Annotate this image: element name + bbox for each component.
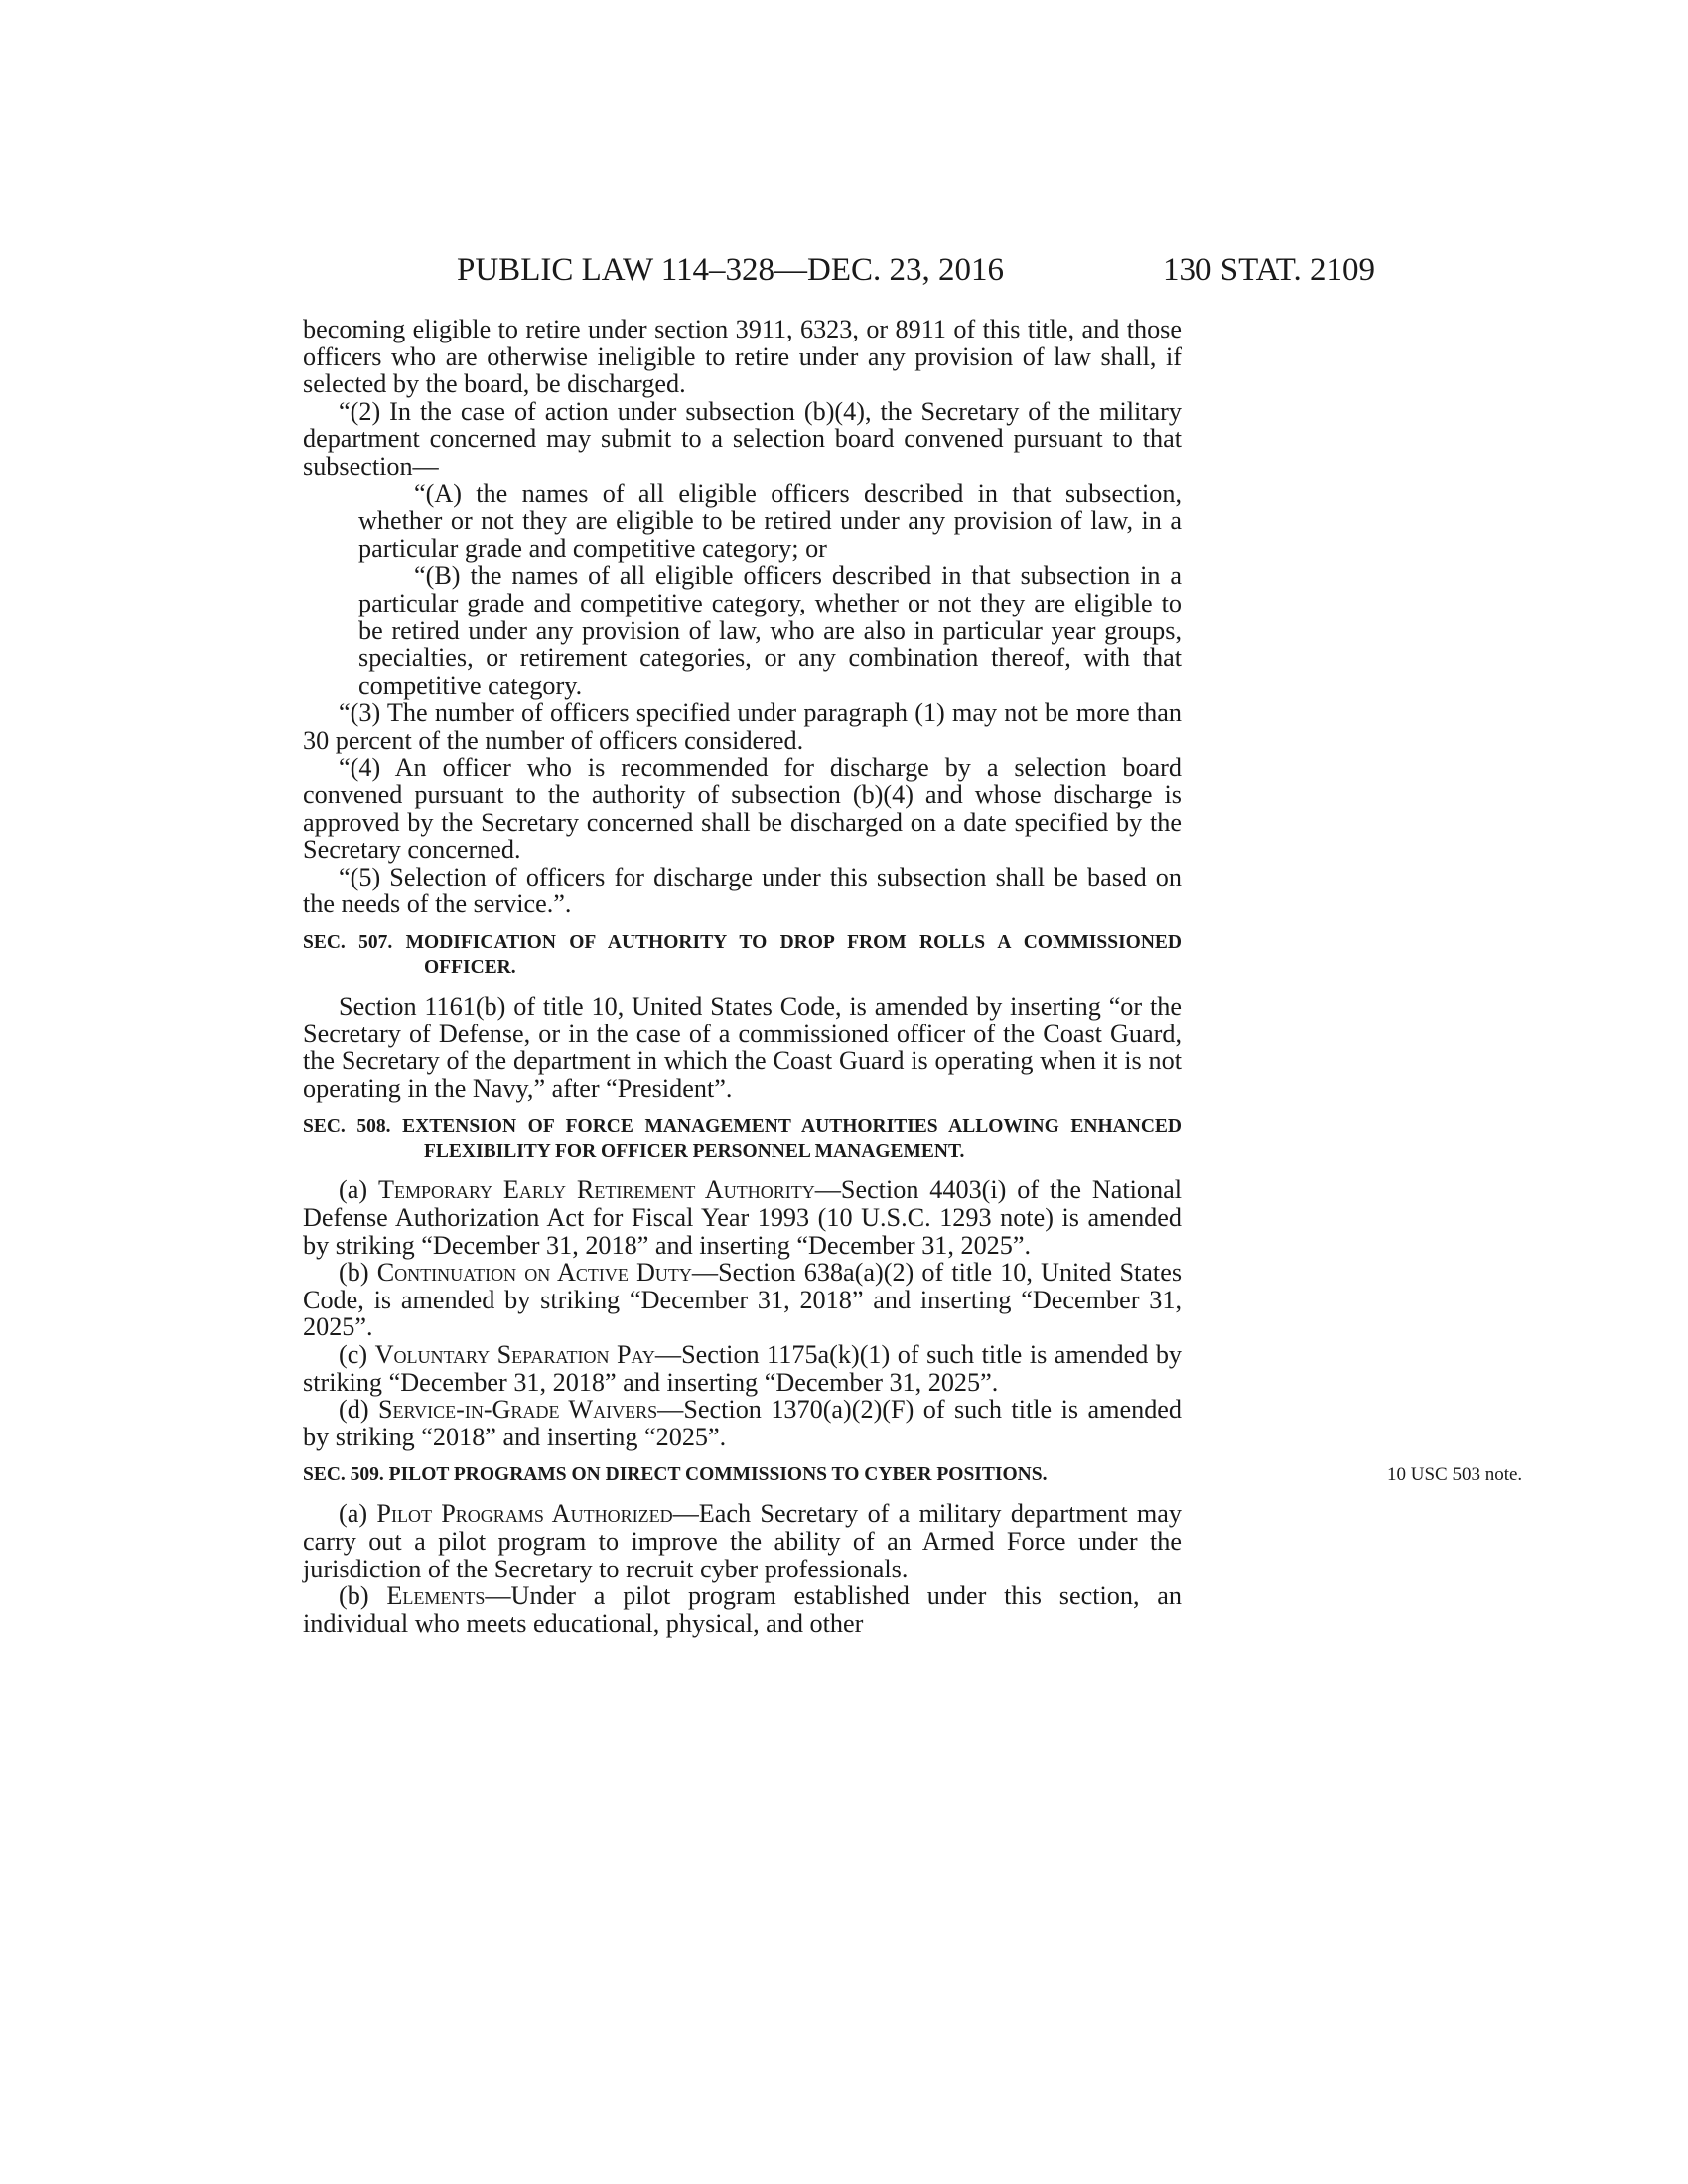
subsection-label: (b) (339, 1258, 369, 1288)
subsection-text: —Section 1370(a)(2)(F) of such title is amended by striking “2018” and inserting “2025”. (303, 1395, 1183, 1451)
subsection-caption: Continuation on Active Duty (376, 1258, 692, 1288)
paragraph-2: “(2) In the case of action under subsection (b)(4), the Secretary of the military department concerned may submit to a selection board convened pursuant to that subsection— (303, 396, 1182, 480)
subsection-label: (a) (339, 1499, 368, 1529)
subsection-caption: Pilot Programs Authorized (376, 1499, 673, 1529)
section-508-heading: SEC. 508. EXTENSION OF FORCE MANAGEMENT AUTHORITIES ALLOWING ENHANCED FLEXIBILITY FOR OFFICER PERSONNEL MANAGEMENT. (303, 1116, 1182, 1162)
section-509-subsection-b (303, 1582, 1182, 1637)
subsection-text: —Under a pilot program established under this section, an individual who meets educational, physical, and other (303, 1581, 1183, 1638)
section-509-heading: SEC. 509. PILOT PROGRAMS ON DIRECT COMMISSIONS TO CYBER POSITIONS. (303, 1464, 1048, 1486)
subparagraph-a: “(A) the names of all eligible officers described in that subsection, whether or not they are eligible to be retired under any provision of law, in a particular grade and competitive category; or (358, 478, 1182, 563)
subsection-caption: Temporary Early Retirement Authority (377, 1175, 815, 1205)
margin-note-usc-citation: 10 USC 503 note. (1387, 1464, 1523, 1485)
subsection-label: (d) (339, 1395, 369, 1425)
section-508-subsection-d (303, 1396, 1182, 1450)
paragraph-continuation: becoming eligible to retire under section 3911, 6323, or 8911 of this title, and those officers who are otherwise ineligible to retire under any provision of law shall, if selected by the board, be discharged. (303, 315, 1182, 399)
section-507-text: Section 1161(b) of title 10, United States Code, is amended by inserting “or the Secretary of Defense, or in the case of a commissioned officer of the Coast Guard, the Secretary of the department in which the Coast Guard is operating when it is not operating in the Navy,” after “President”. (303, 992, 1182, 1103)
section-508-subsection-a (303, 1176, 1182, 1259)
subsection-label: (a) (339, 1175, 368, 1205)
subsection-label: (b) (339, 1581, 369, 1611)
subsection-label: (c) (339, 1340, 368, 1369)
subsection-caption: Voluntary Separation Pay (374, 1340, 655, 1369)
subsection-caption: Service-in-Grade Waivers (377, 1395, 658, 1425)
subsection-caption: Elements (386, 1581, 486, 1611)
subsection-text: —Section 638a(a)(2) of title 10, United States Code, is amended by striking “December 31, 2018” and inserting “December 31, 2025”. (303, 1258, 1183, 1342)
section-508-subsection-b (303, 1259, 1182, 1341)
law-title: PUBLIC LAW 114–328—DEC. 23, 2016 (457, 252, 1005, 288)
text-column (303, 316, 1182, 1637)
section-507-heading: SEC. 507. MODIFICATION OF AUTHORITY TO DROP FROM ROLLS A COMMISSIONED OFFICER. (303, 932, 1182, 979)
subsection-text: —Section 4403(i) of the National Defense Authorization Act for Fiscal Year 1993 (10 U.S.C. 1293 note) is amended by striking “December 31, 2018” and inserting “December 31, 2025”. (303, 1175, 1182, 1260)
subsection-text: —Section 1175a(k)(1) of such title is amended by striking “December 31, 2018” and inserting “December 31, 2025”. (303, 1340, 1183, 1397)
paragraph-3: “(3) The number of officers specified under paragraph (1) may not be more than 30 percent of the number of officers considered. (303, 698, 1182, 754)
stat-page-number: 130 STAT. 2109 (1162, 252, 1375, 288)
section-509-subsection-a (303, 1500, 1182, 1582)
paragraph-4: “(4) An officer who is recommended for discharge by a selection board convened pursuant to the authority of subsection (b)(4) and whose discharge is approved by the Secretary concerned shall be discharged on a date specified by the Secretary concerned. (303, 752, 1182, 865)
running-head (303, 250, 1375, 290)
subsection-text: —Each Secretary of a military department may carry out a pilot program to improve the ability of an Armed Force under the jurisdiction of the Secretary to recruit cyber professionals. (303, 1499, 1182, 1583)
subparagraph-b: “(B) the names of all eligible officers described in that subsection in a particular grade and competitive category, whether or not they are eligible to be retired under any provision of law, who are also in particular year groups, specialties, or retirement categories, or any combination thereof, with that competitive category. (358, 561, 1182, 700)
section-508-subsection-c (303, 1341, 1182, 1396)
paragraph-5: “(5) Selection of officers for discharge under this subsection shall be based on the needs of the service.”. (303, 862, 1182, 919)
